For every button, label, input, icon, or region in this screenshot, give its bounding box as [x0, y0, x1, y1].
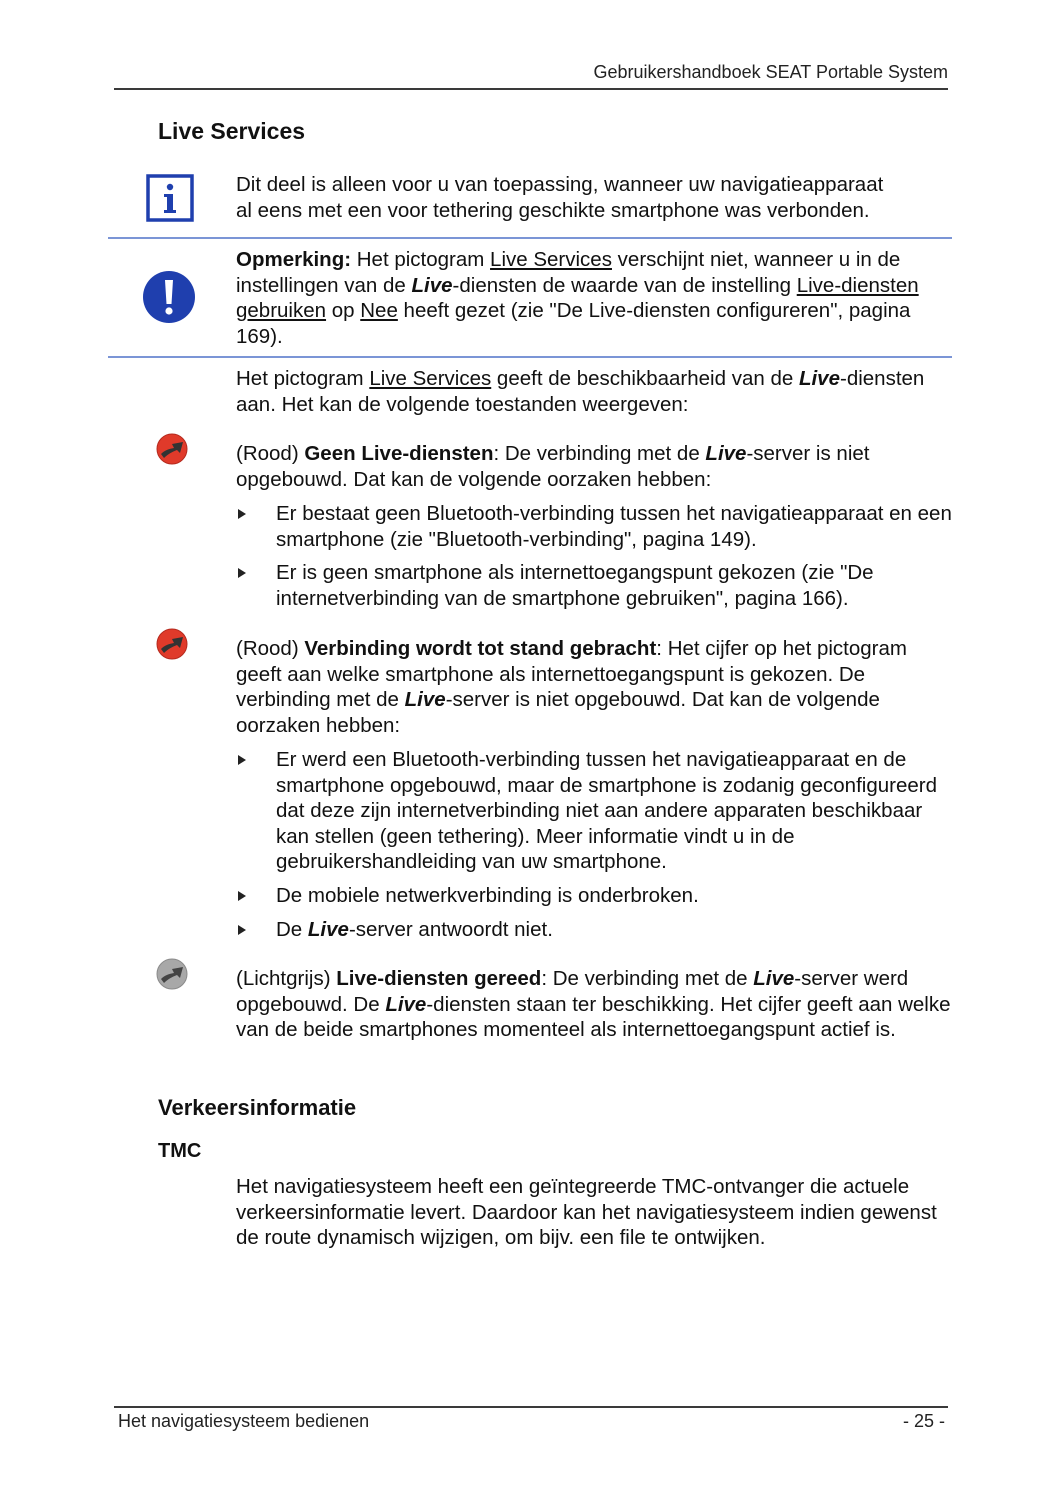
live-emphasis: Live — [705, 442, 747, 465]
list-item — [236, 917, 952, 943]
list-item — [236, 501, 952, 552]
setting-ref-live-diensten-gebruiken: Live-diensten gebruiken — [236, 273, 919, 323]
state-color-label: (Rood) — [236, 637, 305, 660]
header-divider — [114, 88, 948, 90]
info-note-text — [236, 172, 952, 223]
list-item-text: Er bestaat geen Bluetooth-verbinding tussen het navigatieapparaat en een smartphone (zie "Bluetooth-verbinding", pagina 149). — [276, 502, 952, 551]
page-number: - 25 - — [902, 1411, 945, 1431]
state-live-diensten-gereed — [236, 966, 952, 1043]
state-title: Geen Live-diensten — [304, 442, 494, 465]
live-emphasis: Live — [411, 273, 453, 297]
note-divider-top — [108, 237, 952, 239]
note-label: Opmerking: — [236, 248, 352, 271]
live-services-ref: Live Services — [369, 367, 492, 390]
list-item — [236, 747, 952, 875]
text-run: -diensten aan. Het kan de volgende toestanden weergeven: — [236, 367, 925, 416]
text-run: De — [276, 917, 308, 941]
text-run: -server antwoordt niet. — [348, 917, 553, 941]
text-run: : Het cijfer op het pictogram geeft aan welke smartphone als internettoegangspunt is gekozen. De verbinding met de — [236, 637, 907, 712]
live-services-ref: Live Services — [490, 248, 612, 271]
section-heading-verkeersinformatie: Verkeersinformatie — [158, 1095, 357, 1120]
section-heading-live-services: Live Services — [158, 118, 306, 144]
bullet-arrow-icon — [238, 568, 246, 578]
live-emphasis: Live — [798, 367, 840, 390]
state-verbinding-wordt-tot-stand-gebracht — [236, 636, 952, 738]
state-color-label: (Rood) — [236, 442, 305, 465]
exclamation-icon — [142, 270, 196, 329]
text-run: op — [326, 299, 361, 323]
text-run: verschijnt niet, wanneer u in de instellingen van de — [236, 248, 901, 297]
list-item — [236, 883, 952, 909]
text-run: heeft gezet (zie "De Live-diensten configureren", pagina 169). — [236, 299, 911, 348]
subheading-tmc: TMC — [158, 1140, 202, 1162]
state-title: Live-diensten gereed — [336, 967, 542, 990]
warning-note-text — [236, 247, 952, 349]
text-run: Het pictogram — [236, 367, 370, 390]
tmc-paragraph: Het navigatiesysteem heeft een geïntegreerde TMC-ontvanger die actuele verkeersinformatie levert. Daardoor kan het navigatiesysteem indien gewenst de route dynamisch wijzigen, om bijv. een file te ontwijken. — [236, 1175, 937, 1250]
list-item-text: Er is geen smartphone als internettoegangspunt gekozen (zie "De internetverbinding van de smartphone gebruiken", pagina 166). — [276, 561, 874, 610]
list-item — [236, 560, 952, 611]
text-run: -diensten de waarde van de instelling — [452, 273, 797, 297]
intro-paragraph — [236, 366, 952, 417]
list-item-text: De mobiele netwerkverbinding is onderbroken. — [276, 883, 699, 907]
causes-list-2 — [236, 747, 952, 950]
causes-list-1 — [236, 501, 952, 619]
setting-value-nee: Nee — [360, 299, 398, 323]
live-status-red-icon — [156, 628, 188, 665]
state-title: Verbinding wordt tot stand gebracht — [304, 637, 657, 660]
bullet-arrow-icon — [238, 891, 246, 901]
text-run: -server is niet opgebouwd. Dat kan de volgende oorzaken hebben: — [236, 442, 870, 491]
text-run: : De verbinding met de — [541, 967, 754, 990]
note-divider-bottom — [108, 356, 952, 358]
live-emphasis: Live — [307, 917, 349, 941]
text-run: -server werd opgebouwd. De — [236, 967, 909, 1016]
footer-chapter-title: Het navigatiesysteem bedienen — [118, 1411, 370, 1431]
list-item-text: Er werd een Bluetooth-verbinding tussen het navigatieapparaat en de smartphone opgebouwd, maar de smartphone is zodanig geconfigureerd dat deze zijn internetverbinding niet aan andere apparaten beschikbaar kan stellen (geen tethering). Meer informatie vindt u in de gebruikershandleiding van uw smartphone. — [276, 748, 937, 874]
info-note-line: al eens met een voor tethering geschikte smartphone was verbonden. — [236, 198, 870, 222]
text-run: geeft de beschikbaarheid van de — [491, 367, 799, 390]
bullet-arrow-icon — [238, 755, 246, 765]
footer-divider — [114, 1406, 948, 1408]
live-emphasis: Live — [753, 967, 795, 990]
text-run: : De verbinding met de — [493, 442, 706, 465]
state-geen-live-diensten — [236, 441, 952, 492]
info-note-line: Dit deel is alleen voor u van toepassing, wanneer uw navigatieapparaat — [236, 173, 884, 196]
info-icon — [146, 174, 194, 227]
live-emphasis: Live — [385, 992, 427, 1016]
live-status-red-icon — [156, 433, 188, 470]
text-run: -server is niet opgebouwd. Dat kan de volgende oorzaken hebben: — [236, 688, 880, 737]
live-status-grey-icon — [156, 958, 188, 995]
bullet-arrow-icon — [238, 925, 246, 935]
text-run: -diensten staan ter beschikking. Het cijfer geeft aan welke van de beide smartphones momenteel als internettoegangspunt actief is. — [236, 992, 951, 1042]
live-emphasis: Live — [404, 688, 446, 712]
bullet-arrow-icon — [238, 509, 246, 519]
text-run: Het pictogram — [351, 248, 491, 271]
running-header: Gebruikershandboek SEAT Portable System — [593, 62, 948, 82]
state-color-label: (Lichtgrijs) — [236, 967, 337, 990]
